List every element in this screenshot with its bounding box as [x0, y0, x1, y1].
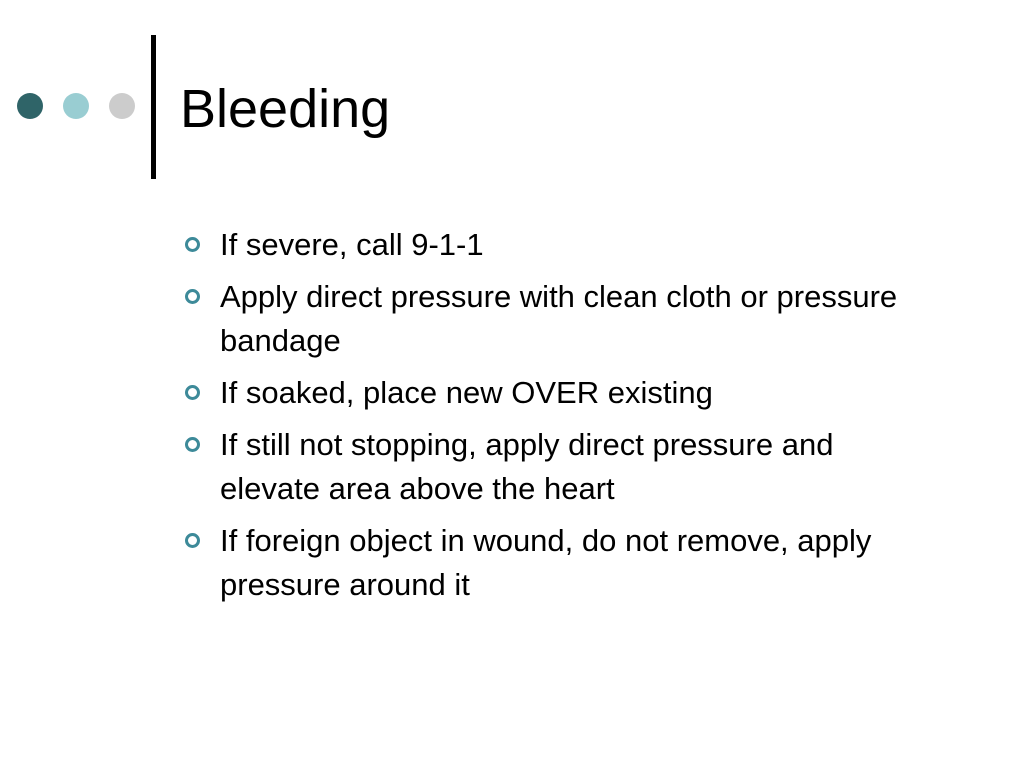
hollow-circle-bullet-icon [185, 237, 200, 252]
decorative-dots [17, 93, 137, 121]
bullet-item [184, 423, 904, 511]
bullet-item [184, 223, 904, 267]
bullet-text: If foreign object in wound, do not remove, apply pressure around it [220, 523, 872, 602]
bullet-text: If soaked, place new OVER existing [220, 375, 713, 410]
hollow-circle-bullet-icon [185, 533, 200, 548]
bullet-text: If still not stopping, apply direct pressure and elevate area above the heart [220, 427, 834, 506]
dark-teal-dot-icon [17, 93, 43, 119]
hollow-circle-bullet-icon [185, 289, 200, 304]
bullet-item [184, 371, 904, 415]
slide-title: Bleeding [180, 79, 391, 139]
hollow-circle-bullet-icon [185, 437, 200, 452]
bullet-text: If severe, call 9-1-1 [220, 227, 484, 262]
title-divider [151, 35, 156, 179]
gray-dot-icon [109, 93, 135, 119]
bullet-item [184, 519, 904, 607]
bullet-item [184, 275, 904, 363]
light-teal-dot-icon [63, 93, 89, 119]
bullet-list [184, 223, 904, 615]
hollow-circle-bullet-icon [185, 385, 200, 400]
bullet-text: Apply direct pressure with clean cloth or pressure bandage [220, 279, 898, 358]
